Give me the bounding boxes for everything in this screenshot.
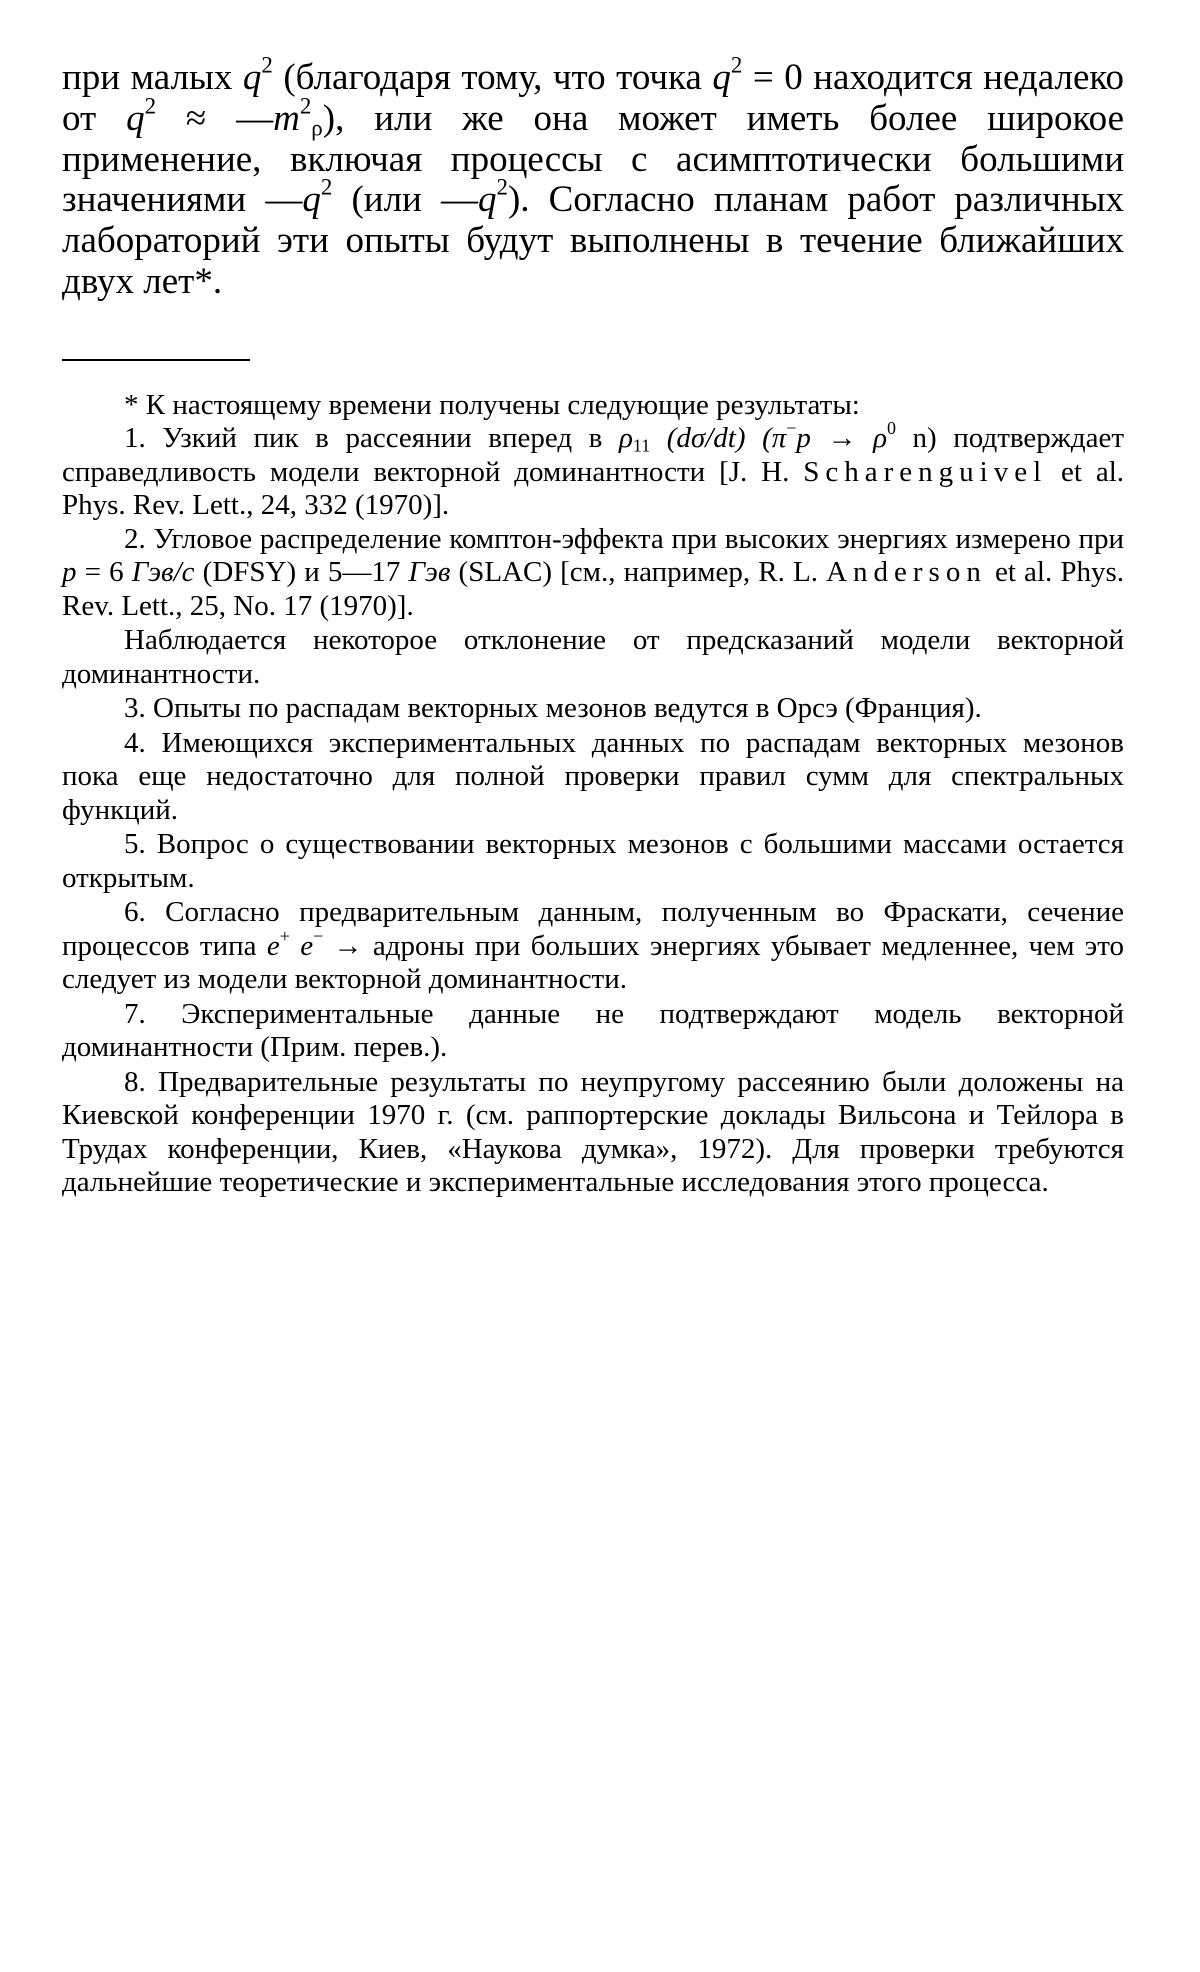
text-run: 4. Имеющихся экспериментальных данных по распадам векторных мезонов пока еще недостаточно для полной проверки правил сумм для спектральных функций.	[62, 726, 1124, 826]
footnote-item-7	[62, 998, 1124, 1065]
footnote-item-3	[62, 692, 1124, 726]
text-run: (или —	[332, 179, 478, 221]
text-run: (благодаря тому, что точка	[272, 57, 713, 98]
math-sub: ρ	[311, 115, 323, 141]
footnote-item-8	[62, 1066, 1124, 1200]
math-var: ρ	[618, 422, 633, 455]
math-sup: 2	[496, 174, 508, 200]
main-text	[62, 52, 1124, 303]
text-run: 1. Узкий пик в рассеянии вперед в	[124, 422, 619, 455]
text-run: при малых	[62, 57, 243, 98]
text-run: = 6	[76, 556, 132, 589]
text-run: (DFSY) и 5—17	[194, 556, 409, 589]
footnote-observation	[62, 624, 1124, 691]
text-run: * К настоящему времени получены следующие результаты:	[124, 388, 860, 421]
text-run: Наблюдается некоторое отклонение от предсказаний модели векторной доминантности.	[62, 624, 1124, 690]
footnote-item-5	[62, 828, 1124, 895]
math-sup: 2	[320, 174, 333, 200]
math-var: m	[273, 97, 300, 139]
math-var: q	[712, 57, 731, 98]
unit: Гэв	[408, 556, 451, 589]
math-var: e	[300, 929, 314, 962]
footnote-item-6	[62, 896, 1124, 997]
math-sup: −	[313, 925, 324, 946]
math-sup: 2	[261, 52, 273, 78]
text-run: 2. Угловое распределение комптон-эффекта при высоких энергиях измерено при	[124, 522, 1124, 555]
text-run: ≈ —	[156, 97, 274, 139]
text-run: = 0 находится недалеко от	[62, 57, 1124, 139]
text-run: 3. Опыты по распадам векторных мезонов ведутся в Орсэ (Франция).	[124, 692, 982, 725]
footnote-item-4	[62, 727, 1124, 828]
math-var: q	[302, 179, 321, 221]
text-run: et al. Phys. Rev. Lett., 25, No. 17 (1970)].	[62, 556, 1124, 622]
math-expr: (dσ/dt) (π	[650, 422, 787, 455]
footnotes	[62, 389, 1124, 1200]
text-run: (SLAC) [см., например, R. L.	[450, 556, 827, 589]
math-var: q	[242, 57, 262, 98]
text-run: 6. Согласно предварительным данным, полученным во Фраскати, сечение процессов типа	[62, 896, 1124, 962]
footnote-item-1	[62, 418, 1124, 523]
author-name: Scharenguivel	[803, 455, 1048, 488]
text-run: ), или же она может иметь более широкое применение, включая процессы с асимптотически большими значениями —	[62, 97, 1124, 221]
math-sup: 2	[144, 93, 157, 119]
footnote-divider	[62, 359, 250, 361]
text-run: 8. Предварительные результаты по неупругому рассеянию были доложены на Киевской конференции 1970 г. (см. раппортерские доклады Вильсона и Тейлора в Трудах конференции, Киев, «Наукова думка», 1972). Для проверки требуются дальнейшие теоретические и экспериментальные исследования этого процесса.	[62, 1065, 1124, 1199]
math-sup: −	[786, 418, 797, 439]
text-run: n) подтверждает справедливость модели векторной доминантности [J. H.	[62, 422, 1124, 488]
math-var: p	[62, 556, 77, 589]
author-name: Anderson	[826, 556, 987, 589]
math-sub: 11	[632, 435, 651, 456]
unit: Гэв/с	[131, 556, 195, 589]
math-var: q	[126, 97, 145, 139]
math-var: e	[266, 929, 280, 962]
math-sup: 0	[886, 418, 896, 439]
footnote-item-2	[62, 523, 1124, 624]
math-sup: +	[279, 925, 290, 946]
text-run: 5. Вопрос о существовании векторных мезонов с большими массами остается открытым.	[62, 828, 1124, 894]
math-var: q	[478, 179, 497, 221]
text-run: ). Согласно планам работ различных лабораторий эти опыты будут выполнены в течение ближайших двух лет*.	[62, 179, 1124, 302]
text-run: → адроны при больших энергиях убывает медленнее, чем это следует из модели векторной доминантности.	[62, 929, 1125, 996]
footnote-intro	[62, 389, 1124, 423]
math-sup: 2	[730, 52, 743, 78]
text-run: et al. Phys. Rev. Lett., 24, 332 (1970)].	[62, 455, 1124, 522]
math-sup: 2	[299, 93, 312, 119]
page	[62, 52, 1125, 1200]
main-paragraph	[62, 52, 1124, 303]
math-expr: p → ρ	[796, 422, 887, 455]
text-run: 7. Экспериментальные данные не подтверждают модель векторной доминантности (Прим. перев.).	[62, 997, 1124, 1064]
